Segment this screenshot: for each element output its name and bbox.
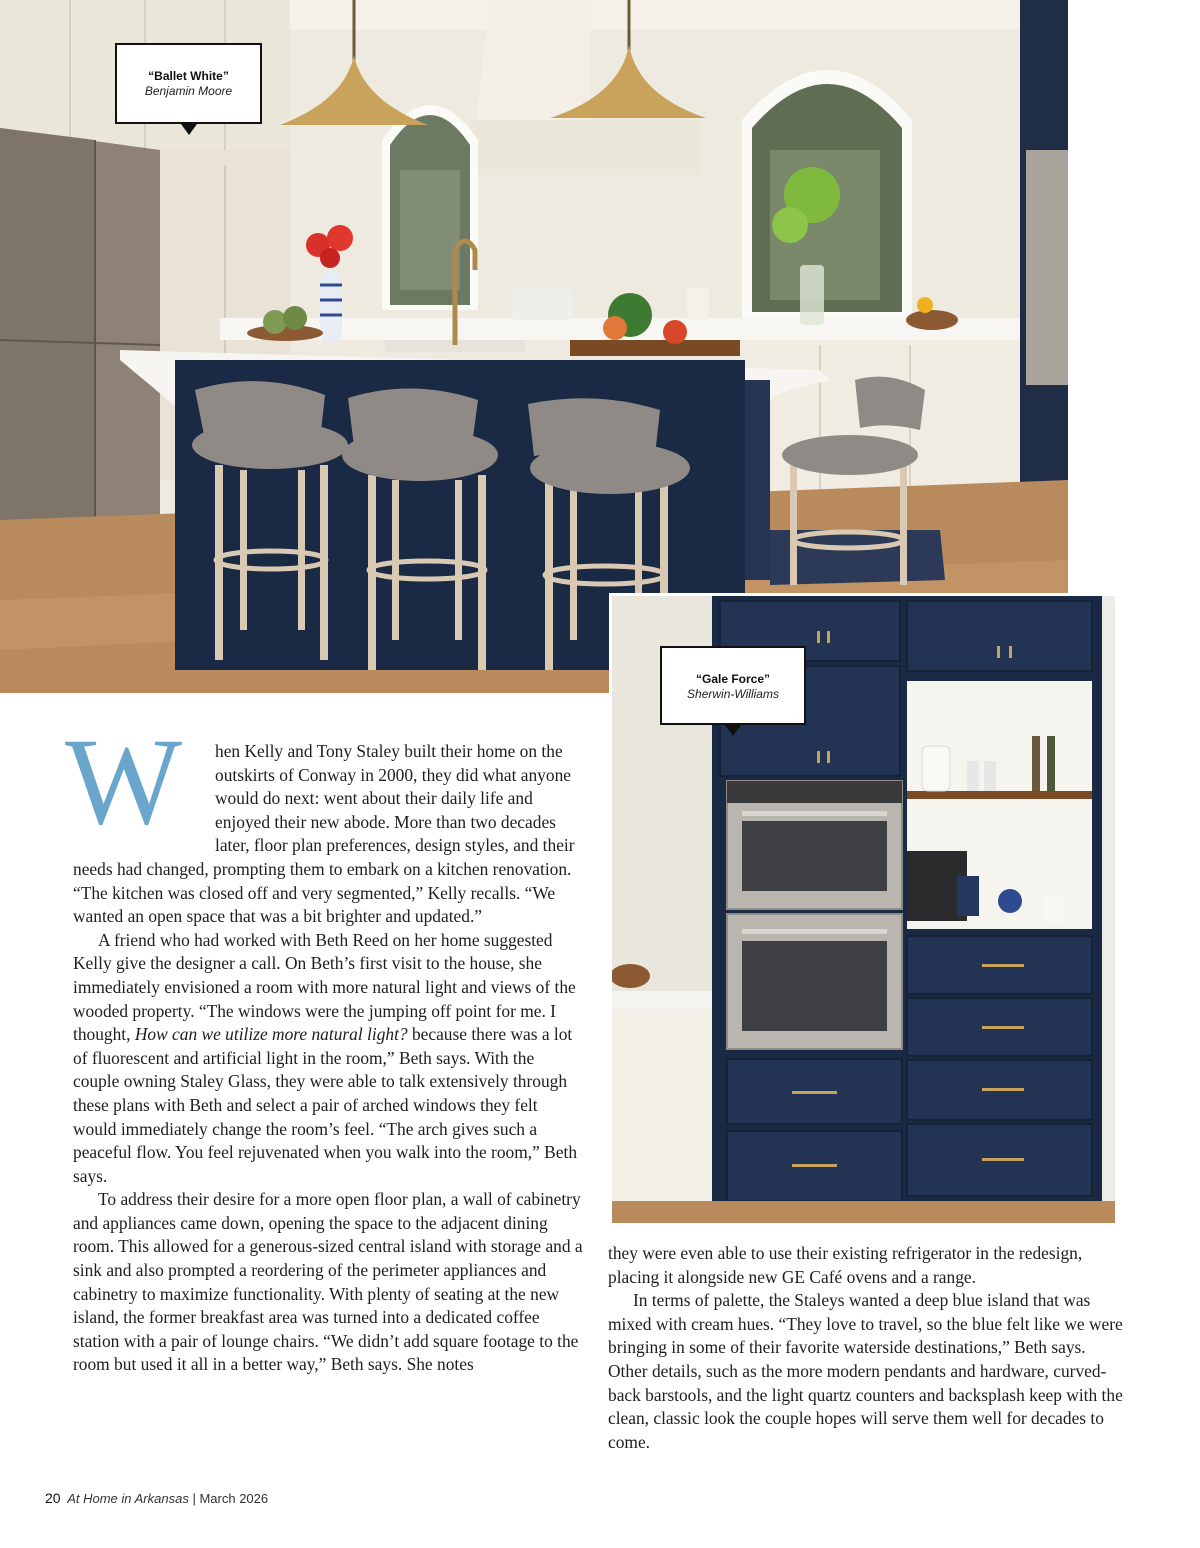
paint-color-name: “Gale Force” [695, 672, 771, 686]
paragraph-text: A friend who had worked with Beth Reed on her home suggested Kelly give the designer a call. On Beth’s first visit to the house, she immediately envisioned a room with more natural light and views of the wooded property. “The windows were the jumping off point for me. I thought, [73, 929, 576, 1045]
callout-pointer-icon [725, 725, 741, 736]
paint-color-name: “Ballet White” [148, 69, 229, 83]
article-paragraph [608, 1242, 1123, 1289]
paint-callout-ballet-white [115, 43, 262, 124]
italic-thought: How can we utilize more natural light? [134, 1024, 408, 1045]
page-folio [45, 1490, 268, 1506]
paragraph-text: because there was a lot of fluorescent and artificial light in the room,” Beth says. With the couple owning Staley Glass, they were able to talk extensively through these plans with Beth and select a pair of arched windows they felt would immediately change the room’s feel. “The arch gives such a peaceful flow. You feel rejuvenated when you walk into the room,” Beth says. [73, 1024, 578, 1186]
issue-date: March 2026 [199, 1491, 269, 1506]
paragraph-text: In terms of palette, the Staleys wanted a deep blue island that was mixed with cream hues. “They love to travel, so the blue felt like we were bringing in some of their favorite waterside destinations,” Beth says. Other details, such as the more modern pendants and hardware, curved-back barstools, and the light quartz counters and backsplash keep with the clean, classic look the couple hopes will serve them well for decades to come. [608, 1290, 1123, 1452]
article-paragraph [73, 1188, 583, 1377]
paint-callout-gale-force [660, 646, 806, 725]
article-column-left [65, 713, 583, 1377]
paint-brand: Sherwin-Williams [687, 687, 779, 701]
article-column-right [608, 1242, 1123, 1454]
article-paragraph [73, 929, 583, 1189]
drop-cap: W [65, 713, 183, 850]
page-number: 20 [45, 1490, 61, 1506]
folio-separator: | [192, 1491, 196, 1506]
paragraph-text: they were even able to use their existing refrigerator in the redesign, placing it alongside new GE Café ovens and a range. [608, 1243, 1083, 1287]
paragraph-text: hen Kelly and Tony Staley built their home on the outskirts of Conway in 2000, they did what anyone would do next: went about their daily life and enjoyed their new abode. More than two decades later, floor plan preferences, design styles, and their needs had changed, prompting them to embark on a kitchen renovation. “The kitchen was closed off and very segmented,” Kelly recalls. “We wanted an open space that was a bit brighter and updated.” [73, 741, 575, 927]
article-paragraph [65, 713, 583, 929]
paint-brand: Benjamin Moore [144, 84, 233, 98]
callout-pointer-icon [181, 124, 197, 135]
magazine-title: At Home in Arkansas [67, 1491, 189, 1506]
article-paragraph [608, 1289, 1123, 1454]
paragraph-text: To address their desire for a more open floor plan, a wall of cabinetry and appliances came down, opening the space to the adjacent dining room. This allowed for a generous-sized central island with storage and a sink and also prompted a reordering of the perimeter appliances and cabinetry to maximize functionality. With plenty of seating at the new island, the former breakfast area was turned into a dedicated coffee station with a pair of lounge chairs. “We didn’t add square footage to the room but used it all in a better way,” Beth says. She notes [73, 1189, 583, 1375]
